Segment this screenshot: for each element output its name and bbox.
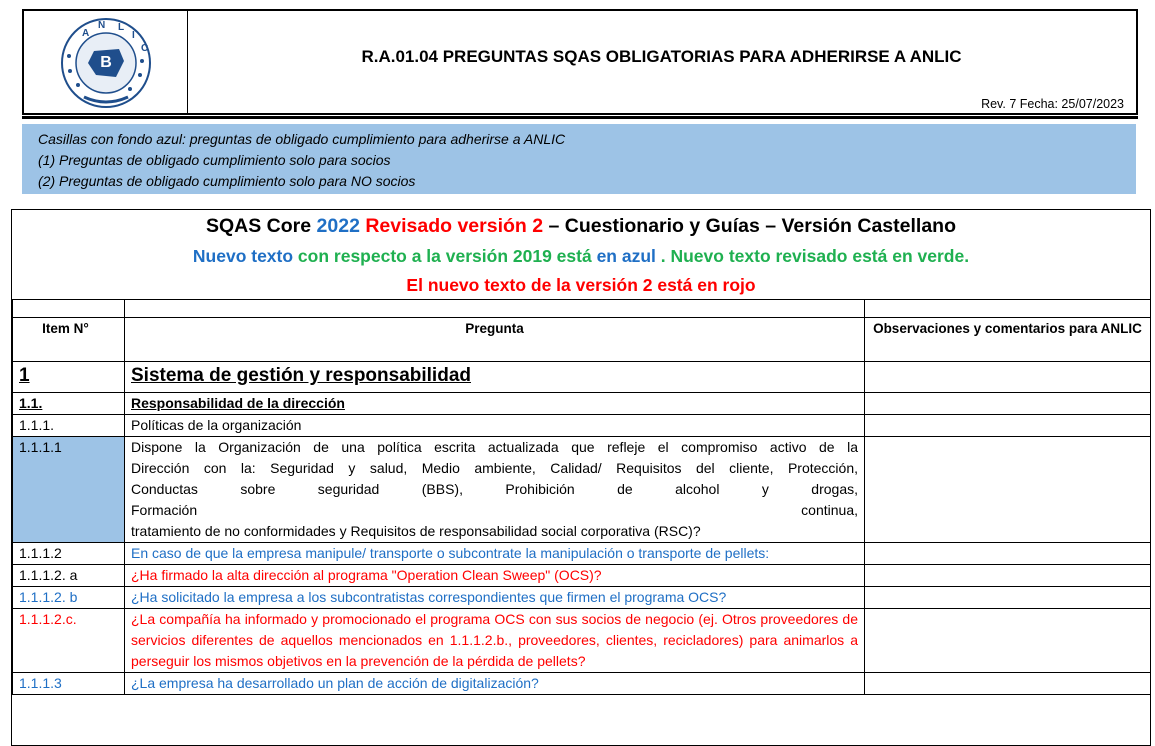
item-number: 1.1. xyxy=(13,393,125,415)
title-year: 2022 xyxy=(316,215,360,237)
question-line: Conductas sobre seguridad (BBS), Prohibición de alcohol y drogas, xyxy=(131,481,858,497)
table-row xyxy=(13,415,1151,437)
question-line: Dispone la Organización de una política escrita actualizada que refleje el compromiso activo de la xyxy=(131,439,858,455)
observation-cell[interactable] xyxy=(865,393,1151,415)
table-row xyxy=(13,300,1151,318)
legend-line-1: Casillas con fondo azul: preguntas de obligado cumplimiento para adherirse a ANLIC xyxy=(38,131,566,147)
question-text: Sistema de gestión y responsabilidad xyxy=(125,362,865,393)
observation-cell[interactable] xyxy=(865,437,1151,543)
item-number: 1.1.1.2.c. xyxy=(13,609,125,673)
questionnaire-title xyxy=(12,215,1150,238)
svg-text:A: A xyxy=(82,28,90,39)
table-row xyxy=(13,587,1151,609)
question-line: Dirección con la: Seguridad y salud, Medio ambiente, Calidad/ Requisitos del cliente, Protección, xyxy=(131,460,858,476)
questionnaire-red-note: El nuevo texto de la versión 2 está en rojo xyxy=(406,275,756,295)
legend-line-3: (2) Preguntas de obligado cumplimiento solo para NO socios xyxy=(38,173,416,189)
question-line: tratamiento de no conformidades y Requisitos de responsabilidad social corporativa (RSC)? xyxy=(131,523,701,539)
question-text: ¿La empresa ha desarrollado un plan de acción de digitalización? xyxy=(125,673,865,695)
question-text: ¿Ha solicitado la empresa a los subcontratistas correspondientes que firmen el programa OCS? xyxy=(125,587,865,609)
observation-cell[interactable] xyxy=(865,362,1151,393)
subtitle-blue: Nuevo texto xyxy=(192,246,294,266)
item-number: 1.1.1.1 xyxy=(13,437,125,543)
svg-text:I: I xyxy=(132,30,135,41)
question-text: En caso de que la empresa manipule/ transporte o subcontrate la manipulación o transporte de pellets: xyxy=(125,543,865,565)
questionnaire-subtitle xyxy=(12,246,1150,267)
legend-box xyxy=(22,124,1136,194)
question-text: Responsabilidad de la dirección xyxy=(125,393,865,415)
table-row xyxy=(13,393,1151,415)
question-text: Políticas de la organización xyxy=(125,415,865,437)
observation-cell[interactable] xyxy=(865,673,1151,695)
table-row xyxy=(13,543,1151,565)
legend-line-2: (1) Preguntas de obligado cumplimiento solo para socios xyxy=(38,152,391,168)
item-number: 1.1.1. xyxy=(13,415,125,437)
subtitle-green-2: Nuevo texto revisado está en verde. xyxy=(670,246,970,266)
svg-text:L: L xyxy=(118,22,125,33)
svg-text:N: N xyxy=(98,20,106,31)
table-header-row xyxy=(13,318,1151,362)
questions-grid xyxy=(12,299,1151,695)
svg-text:C: C xyxy=(141,43,149,54)
item-number: 1 xyxy=(13,362,125,393)
item-number: 1.1.1.2 xyxy=(13,543,125,565)
table-row xyxy=(13,565,1151,587)
observation-cell[interactable] xyxy=(865,543,1151,565)
questionnaire-table xyxy=(11,209,1151,746)
subtitle-blue-2: en azul xyxy=(596,246,656,266)
anlic-logo-icon xyxy=(24,11,184,113)
item-number: 1.1.1.2. b xyxy=(13,587,125,609)
question-text: ¿La compañía ha informado y promocionado el programa OCS con sus socios de negocio (ej. Otros proveedores de servicios diferentes de aquellos mencionados en 1.1.1.2.b., proveedores, clientes, recicladores) para animarlos a perseguir los mismos objetivos en la prevención de la pérdida de pellets? xyxy=(125,609,865,673)
column-header-question: Pregunta xyxy=(125,318,865,362)
question-text xyxy=(125,437,865,543)
question-line: Formación continua, xyxy=(131,502,858,518)
table-row xyxy=(13,609,1151,673)
title-revised: Revisado versión 2 xyxy=(359,215,544,237)
observation-cell[interactable] xyxy=(865,587,1151,609)
title-part-2: – Cuestionario y Guías – Versión Castellano xyxy=(543,215,956,237)
question-text: ¿Ha firmado la alta dirección al programa "Operation Clean Sweep" (OCS)? xyxy=(125,565,865,587)
title-part-1: SQAS Core xyxy=(206,215,317,237)
svg-text:B: B xyxy=(100,54,112,71)
table-row xyxy=(13,673,1151,695)
anlic-logo xyxy=(24,11,188,113)
table-row xyxy=(13,362,1151,393)
item-number: 1.1.1.3 xyxy=(13,673,125,695)
observation-cell[interactable] xyxy=(865,565,1151,587)
revision-date: Rev. 7 Fecha: 25/07/2023 xyxy=(981,97,1124,111)
column-header-observations: Observaciones y comentarios para ANLIC xyxy=(865,318,1151,362)
subtitle-sep: . xyxy=(655,246,671,266)
subtitle-green-1: con respecto a la versión 2019 está xyxy=(293,246,597,266)
document-title: R.A.01.04 PREGUNTAS SQAS OBLIGATORIAS PARA ADHERIRSE A ANLIC xyxy=(361,47,962,66)
column-header-item: Item N° xyxy=(13,318,125,362)
observation-cell[interactable] xyxy=(865,415,1151,437)
document-header xyxy=(22,9,1138,115)
table-row xyxy=(13,437,1151,543)
item-number: 1.1.1.2. a xyxy=(13,565,125,587)
observation-cell[interactable] xyxy=(865,609,1151,673)
